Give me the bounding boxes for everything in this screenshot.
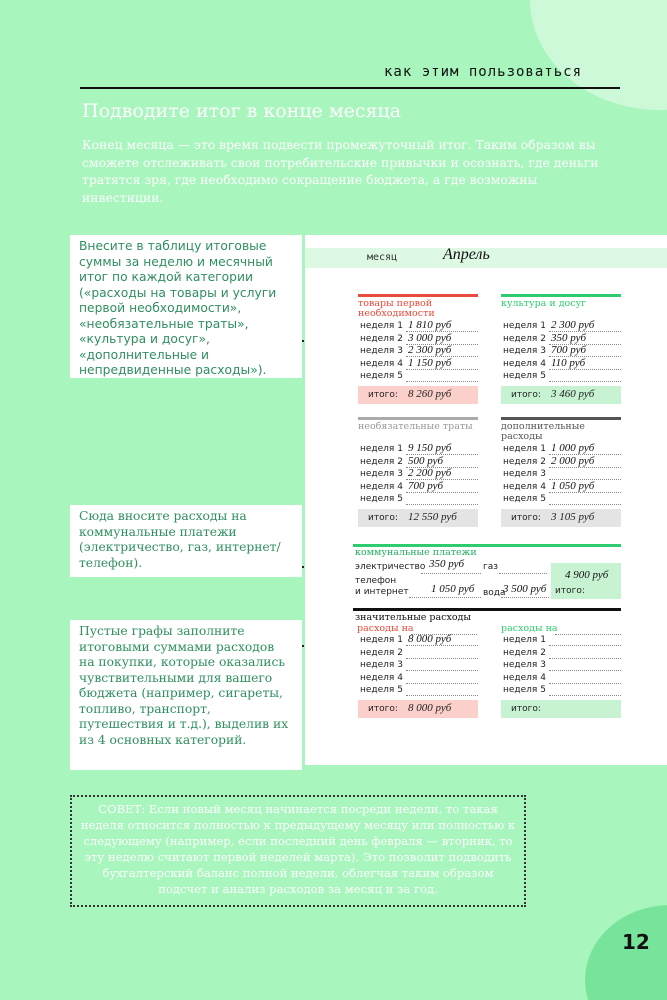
week-row: неделя 5 bbox=[358, 685, 478, 698]
week-row: неделя 1 8 000 руб bbox=[358, 635, 478, 648]
week-value: 3 000 руб bbox=[408, 331, 452, 344]
week-row: неделя 2 bbox=[501, 648, 621, 661]
total-value: 12 550 руб bbox=[408, 511, 457, 523]
utilities-total-label: итого: bbox=[555, 586, 585, 596]
week-value: 110 руб bbox=[551, 356, 586, 369]
month-value: Апрель bbox=[443, 246, 490, 263]
week-value: 2 000 руб bbox=[551, 454, 595, 467]
week-value: 700 руб bbox=[551, 344, 587, 356]
week-row: неделя 4 bbox=[358, 673, 478, 686]
category-block-essentials bbox=[358, 294, 478, 384]
week-value: 8 000 руб bbox=[408, 633, 452, 645]
week-row: неделя 5 bbox=[501, 494, 621, 507]
total-value: 3 105 руб bbox=[551, 511, 595, 523]
month-label: месяц bbox=[367, 252, 398, 263]
category-title: необязательные траты bbox=[358, 421, 473, 432]
utilities-total-value: 4 900 руб bbox=[565, 569, 609, 581]
week-value: 1 050 руб bbox=[551, 479, 595, 492]
category-total-culture: итого: 3 460 руб bbox=[501, 386, 621, 404]
week-row: неделя 5 bbox=[501, 685, 621, 698]
month-row bbox=[305, 248, 667, 268]
week-row: неделя 2 3 000 руб bbox=[358, 334, 478, 347]
category-block-additional bbox=[501, 417, 621, 507]
week-value: 1 810 руб bbox=[408, 319, 452, 331]
week-value: 2 300 руб bbox=[551, 319, 595, 331]
total-value: 3 460 руб bbox=[551, 388, 595, 400]
section-heading: Подводите итог в конце месяца bbox=[82, 100, 402, 122]
gas-label: газ bbox=[483, 562, 499, 572]
total-value: 8 000 руб bbox=[408, 702, 452, 714]
significant-title: значительные расходы bbox=[355, 612, 471, 623]
water-label: вода bbox=[483, 588, 506, 598]
week-row: неделя 5 bbox=[501, 371, 621, 384]
category-block-optional bbox=[358, 417, 478, 507]
week-row: неделя 4 bbox=[501, 673, 621, 686]
week-row: неделя 3 2 200 руб bbox=[358, 469, 478, 482]
week-row: неделя 4 1 050 руб bbox=[501, 482, 621, 495]
category-bar bbox=[501, 417, 621, 420]
week-row: неделя 3 bbox=[358, 660, 478, 673]
note-significant: Пустые графы заполните итоговыми суммами расходов на покупки, которые оказались чувствительными для вашего бюджета (например, сигареты, топливо, транспорт, путешествия и т.д.), выделив их из 4 основных категорий. bbox=[70, 620, 302, 770]
week-value: 1 000 руб bbox=[551, 442, 595, 454]
week-value: 700 руб bbox=[408, 479, 444, 492]
category-block-culture bbox=[501, 294, 621, 384]
tip-box: СОВЕТ: Если новый месяц начинается посреди недели, то такая неделя относится полностью к предыдущему месяцу или полностью к следующему (например, если последний день февраля — вторник, то эту неделю считают первой неделей марта). Это позволит подводить бухгалтерский баланс полной недели, облегчая таким образом подсчет и анализ расходов за месяц и за год. bbox=[70, 795, 526, 907]
week-row: неделя 2 500 руб bbox=[358, 457, 478, 470]
category-bar bbox=[358, 417, 478, 420]
week-value: 2 300 руб bbox=[408, 344, 452, 356]
header-divider bbox=[80, 87, 620, 89]
category-bar bbox=[358, 294, 478, 297]
week-row: неделя 4 1 150 руб bbox=[358, 359, 478, 372]
significant-left-title: расходы на bbox=[357, 623, 414, 634]
electricity-line bbox=[421, 573, 481, 574]
phone-line bbox=[409, 597, 481, 598]
significant-right-title: расходы на bbox=[501, 623, 558, 634]
week-value: 1 150 руб bbox=[408, 356, 452, 369]
electricity-label: электричество bbox=[355, 562, 426, 572]
week-row: неделя 3 bbox=[501, 469, 621, 482]
water-value: 3 500 руб bbox=[503, 583, 547, 595]
category-total-additional: итого: 3 105 руб bbox=[501, 509, 621, 527]
week-row: неделя 3 bbox=[501, 660, 621, 673]
week-row: неделя 1 2 300 руб bbox=[501, 321, 621, 334]
gas-line bbox=[499, 573, 547, 574]
category-total-optional: итого: 12 550 руб bbox=[358, 509, 478, 527]
week-value: 9 150 руб bbox=[408, 442, 452, 454]
total-value: 8 260 руб bbox=[408, 388, 452, 400]
week-row: неделя 2 2 000 руб bbox=[501, 457, 621, 470]
week-value: 350 руб bbox=[551, 331, 587, 344]
page-number: 12 bbox=[622, 930, 650, 954]
week-value: 2 200 руб bbox=[408, 467, 452, 479]
week-row: неделя 3 2 300 руб bbox=[358, 346, 478, 359]
significant-left-block bbox=[358, 635, 478, 698]
week-row: неделя 4 110 руб bbox=[501, 359, 621, 372]
week-row: неделя 1 bbox=[501, 635, 621, 648]
decor-circle-top bbox=[530, 0, 667, 110]
significant-right-total: итого: bbox=[501, 700, 621, 718]
intro-paragraph: Конец месяца — это время подвести промежуточный итог. Таким образом вы сможете отслеживать свои потребительские привычки и осознать, где деньги тратятся зря, где необходимо сокращение бюджета, а где возможны инвестиции. bbox=[82, 137, 599, 205]
electricity-value: 350 руб bbox=[429, 558, 465, 570]
week-row: неделя 1 1 000 руб bbox=[501, 444, 621, 457]
category-title: культура и досуг bbox=[501, 298, 587, 309]
category-title: дополнительные расходы bbox=[501, 421, 585, 442]
note-categories: Внесите в таблицу итоговые суммы за неделю и месячный итог по каждой категории («расходы на товары и услуги первой необходимости», «необязательные траты», «культура и досуг», «дополнительные и непредвиденные расходы»). bbox=[70, 235, 302, 378]
header-title: как этим пользоваться bbox=[384, 64, 583, 80]
week-row: неделя 1 1 810 руб bbox=[358, 321, 478, 334]
category-total-essentials: итого: 8 260 руб bbox=[358, 386, 478, 404]
category-title: товары первой необходимости bbox=[358, 298, 435, 319]
category-bar bbox=[501, 294, 621, 297]
week-row: неделя 4 700 руб bbox=[358, 482, 478, 495]
significant-right-block bbox=[501, 635, 621, 698]
week-row: неделя 5 bbox=[358, 371, 478, 384]
week-row: неделя 5 bbox=[358, 494, 478, 507]
phone-label-1: телефон bbox=[355, 576, 397, 586]
week-value: 500 руб bbox=[408, 454, 444, 467]
significant-bar bbox=[353, 608, 621, 611]
budget-sheet bbox=[305, 235, 667, 765]
utilities-total-box bbox=[551, 563, 621, 599]
water-line bbox=[501, 597, 549, 598]
utilities-title: коммунальные платежи bbox=[355, 547, 477, 558]
phone-value: 1 050 руб bbox=[431, 583, 475, 595]
note-utilities: Сюда вносите расходы на коммунальные платежи (электричество, газ, интернет/телефон). bbox=[70, 505, 302, 577]
week-row: неделя 2 350 руб bbox=[501, 334, 621, 347]
week-row: неделя 1 9 150 руб bbox=[358, 444, 478, 457]
week-row: неделя 3 700 руб bbox=[501, 346, 621, 359]
significant-left-total: итого: 8 000 руб bbox=[358, 700, 478, 718]
week-row: неделя 2 bbox=[358, 648, 478, 661]
phone-label-2: и интернет bbox=[355, 587, 409, 597]
